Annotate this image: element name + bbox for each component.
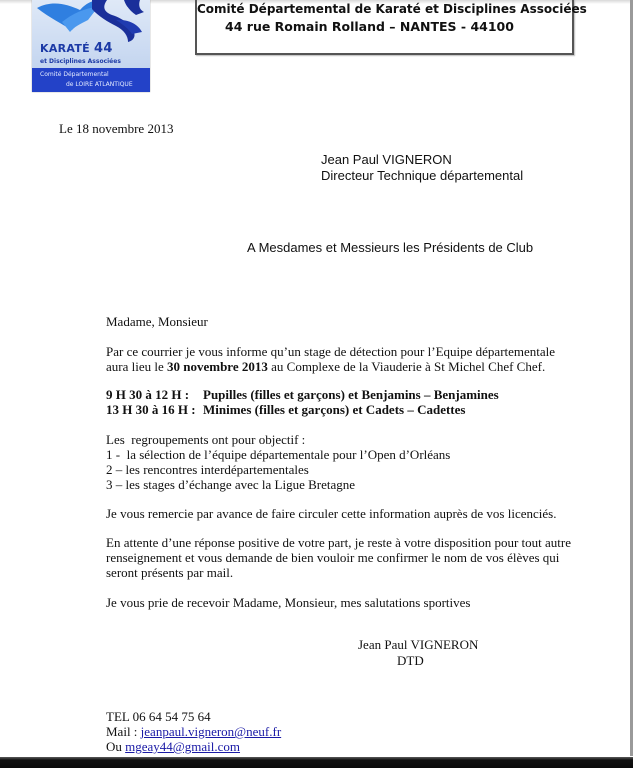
alt-mail-label: Ou xyxy=(106,739,126,754)
schedule-time: 13 H 30 à 16 H : xyxy=(106,402,196,417)
announcement-line-1 xyxy=(106,344,555,359)
schedule-group: Minimes (filles et garçons) et Cadets – Cadettes xyxy=(203,402,466,417)
logo-title xyxy=(40,42,113,56)
email-link-primary[interactable]: jeanpaul.vigneron@neuf.fr xyxy=(140,724,282,739)
schedule-time: 9 H 30 à 12 H : xyxy=(106,387,190,402)
objectives-intro: Les regroupements ont pour objectif : xyxy=(106,432,306,447)
objective-item: 2 – les rencontres interdépartementales xyxy=(106,462,309,477)
letterhead-organization: Comité Départemental de Karaté et Disciplines Associées xyxy=(197,2,587,16)
paragraph-request xyxy=(106,535,571,580)
karate-44-logo xyxy=(32,0,150,92)
letter-date: Le 18 novembre 2013 xyxy=(59,121,174,136)
letterhead-address: 44 rue Romain Rolland – NANTES - 44100 xyxy=(225,19,514,34)
contact-mail-line xyxy=(106,724,281,739)
sender-name: Jean Paul VIGNERON xyxy=(321,152,452,167)
schedule-group: Pupilles (filles et garçons) et Benjamins – Benjamines xyxy=(203,387,499,402)
contact-block xyxy=(106,709,281,754)
request-line-2: renseignement et vous demande de bien vouloir me confirmer le nom de vos élèves qui xyxy=(106,550,560,565)
viewer-bottom-bar xyxy=(0,757,633,768)
logo-band xyxy=(32,68,150,92)
logo-number: 44 xyxy=(93,41,113,56)
signature-name: Jean Paul VIGNERON xyxy=(358,637,479,652)
announcement-text-cont: aura lieu le xyxy=(106,359,167,374)
contact-alt-mail-line xyxy=(106,739,281,754)
logo-title-text: KARATÉ xyxy=(40,42,90,55)
announcement-text: Par ce courrier je vous informe qu’un stage de détection pour l’Equipe départementale xyxy=(106,344,556,359)
paragraph-announcement xyxy=(106,344,555,374)
contact-phone: TEL 06 64 54 75 64 xyxy=(106,709,211,724)
objective-item: 1 - la sélection de l’équipe départementale pour l’Open d’Orléans xyxy=(106,447,451,462)
sender-title: Directeur Technique départemental xyxy=(321,168,524,183)
request-line-3: seront présents par mail. xyxy=(106,565,234,580)
announcement-location: au Complexe de la Viauderie à St Michel Chef Chef. xyxy=(267,359,546,374)
event-date: 30 novembre 2013 xyxy=(167,359,268,374)
closing-formula: Je vous prie de recevoir Madame, Monsieur, mes salutations sportives xyxy=(106,595,471,610)
schedule-row xyxy=(106,387,499,402)
objectives xyxy=(106,432,450,492)
karate-figures-icon xyxy=(32,0,150,42)
announcement-line-2 xyxy=(106,359,555,374)
schedule xyxy=(106,387,499,417)
logo-band-line1: Comité Départemental xyxy=(40,71,109,78)
recipient-line: A Mesdames et Messieurs les Présidents de Club xyxy=(247,240,534,255)
request-line-1: En attente d’une réponse positive de votre part, je reste à votre disposition pour tout autre xyxy=(106,535,571,550)
email-link-secondary[interactable]: mgeay44@gmail.com xyxy=(125,739,241,754)
paragraph-thanks: Je vous remercie par avance de faire circuler cette information auprès de vos licenciés. xyxy=(106,506,557,521)
objective-item: 3 – les stages d’échange avec la Ligue Bretagne xyxy=(106,477,356,492)
signature-role: DTD xyxy=(397,653,424,668)
logo-band-line2: de LOIRE ATLANTIQUE xyxy=(66,81,133,88)
logo-subtitle: et Disciplines Associées xyxy=(40,58,121,65)
schedule-row xyxy=(106,402,499,417)
salutation: Madame, Monsieur xyxy=(106,314,208,329)
letterhead-box xyxy=(195,0,587,55)
mail-label: Mail : xyxy=(106,724,141,739)
